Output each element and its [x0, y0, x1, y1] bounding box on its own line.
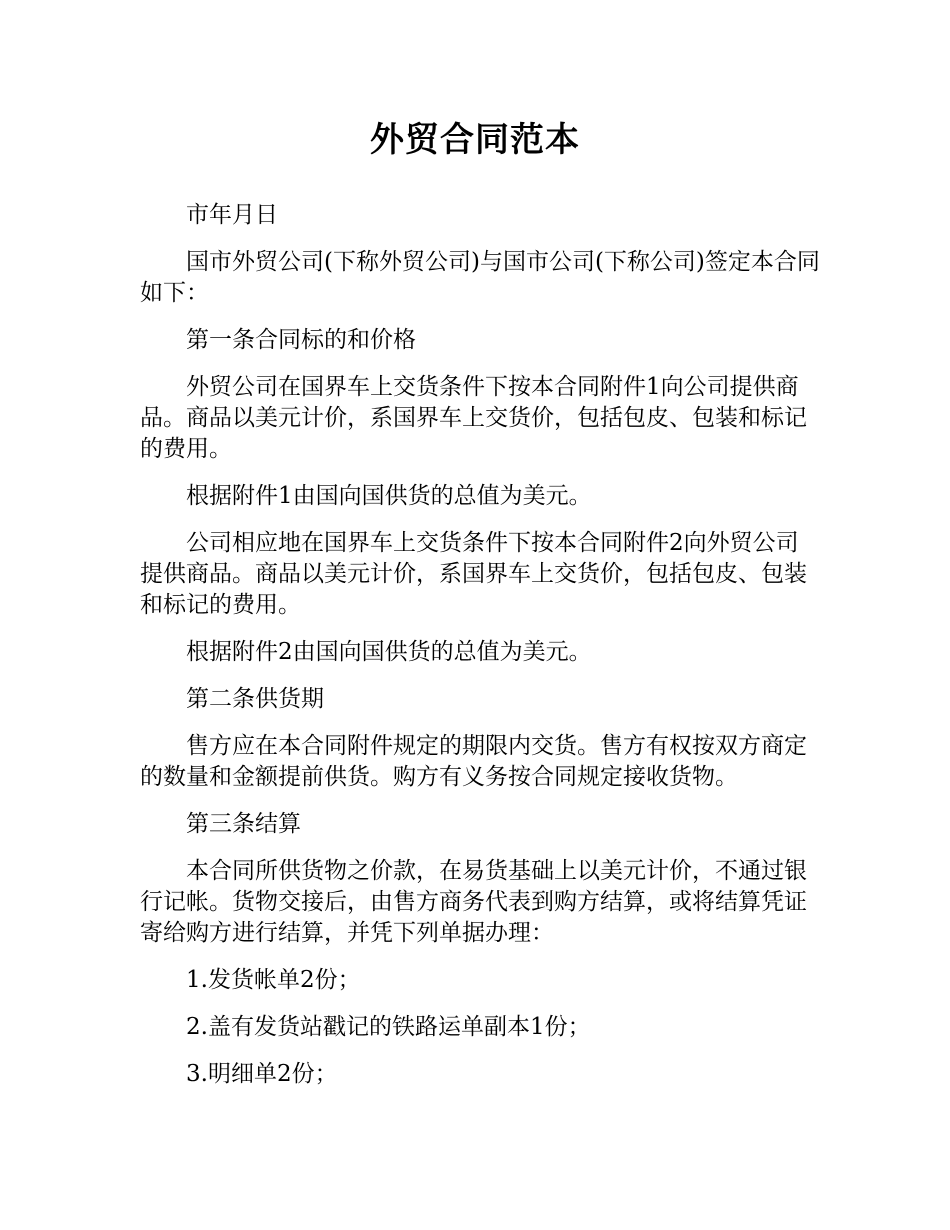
list-item-2: 2.盖有发货站戳记的铁路运单副本1份； — [186, 1014, 591, 1040]
list-item-1: 1.发货帐单2份； — [186, 967, 361, 993]
article-1-paragraph-3: 公司相应地在国界车上交货条件下按本合同附件2向外贸公司提供商品。商品以美元计价，系国界车上交货价，包括包皮、包装和标记的费用。 — [140, 530, 807, 618]
article-1-paragraph-2: 根据附件1由国向国供货的总值为美元。 — [186, 483, 592, 509]
document-title: 外贸合同范本 — [370, 120, 580, 160]
date-line: 市年月日 — [186, 202, 278, 228]
article-1-paragraph-1: 外贸公司在国界车上交货条件下按本合同附件1向公司提供商品。商品以美元计价，系国界车上交货价，包括包皮、包装和标记的费用。 — [140, 374, 807, 462]
document-body — [140, 200, 820, 1106]
article-3-paragraph-1: 本合同所供货物之价款，在易货基础上以美元计价，不通过银行记帐。货物交接后，由售方商务代表到购方结算，或将结算凭证寄给购方进行结算，并凭下列单据办理： — [140, 858, 807, 946]
list-item-3: 3.明细单2份； — [186, 1061, 338, 1087]
article-1-heading: 第一条合同标的和价格 — [186, 327, 416, 353]
article-1-paragraph-4: 根据附件2由国向国供货的总值为美元。 — [186, 639, 592, 665]
article-2-heading: 第二条供货期 — [186, 686, 324, 712]
article-2-paragraph-1: 售方应在本合同附件规定的期限内交货。售方有权按双方商定的数量和金额提前供货。购方有义务按合同规定接收货物。 — [140, 733, 807, 790]
contract-parties-paragraph: 国市外贸公司(下称外贸公司)与国市公司(下称公司)签定本合同如下： — [140, 249, 820, 306]
article-3-heading: 第三条结算 — [186, 811, 301, 837]
